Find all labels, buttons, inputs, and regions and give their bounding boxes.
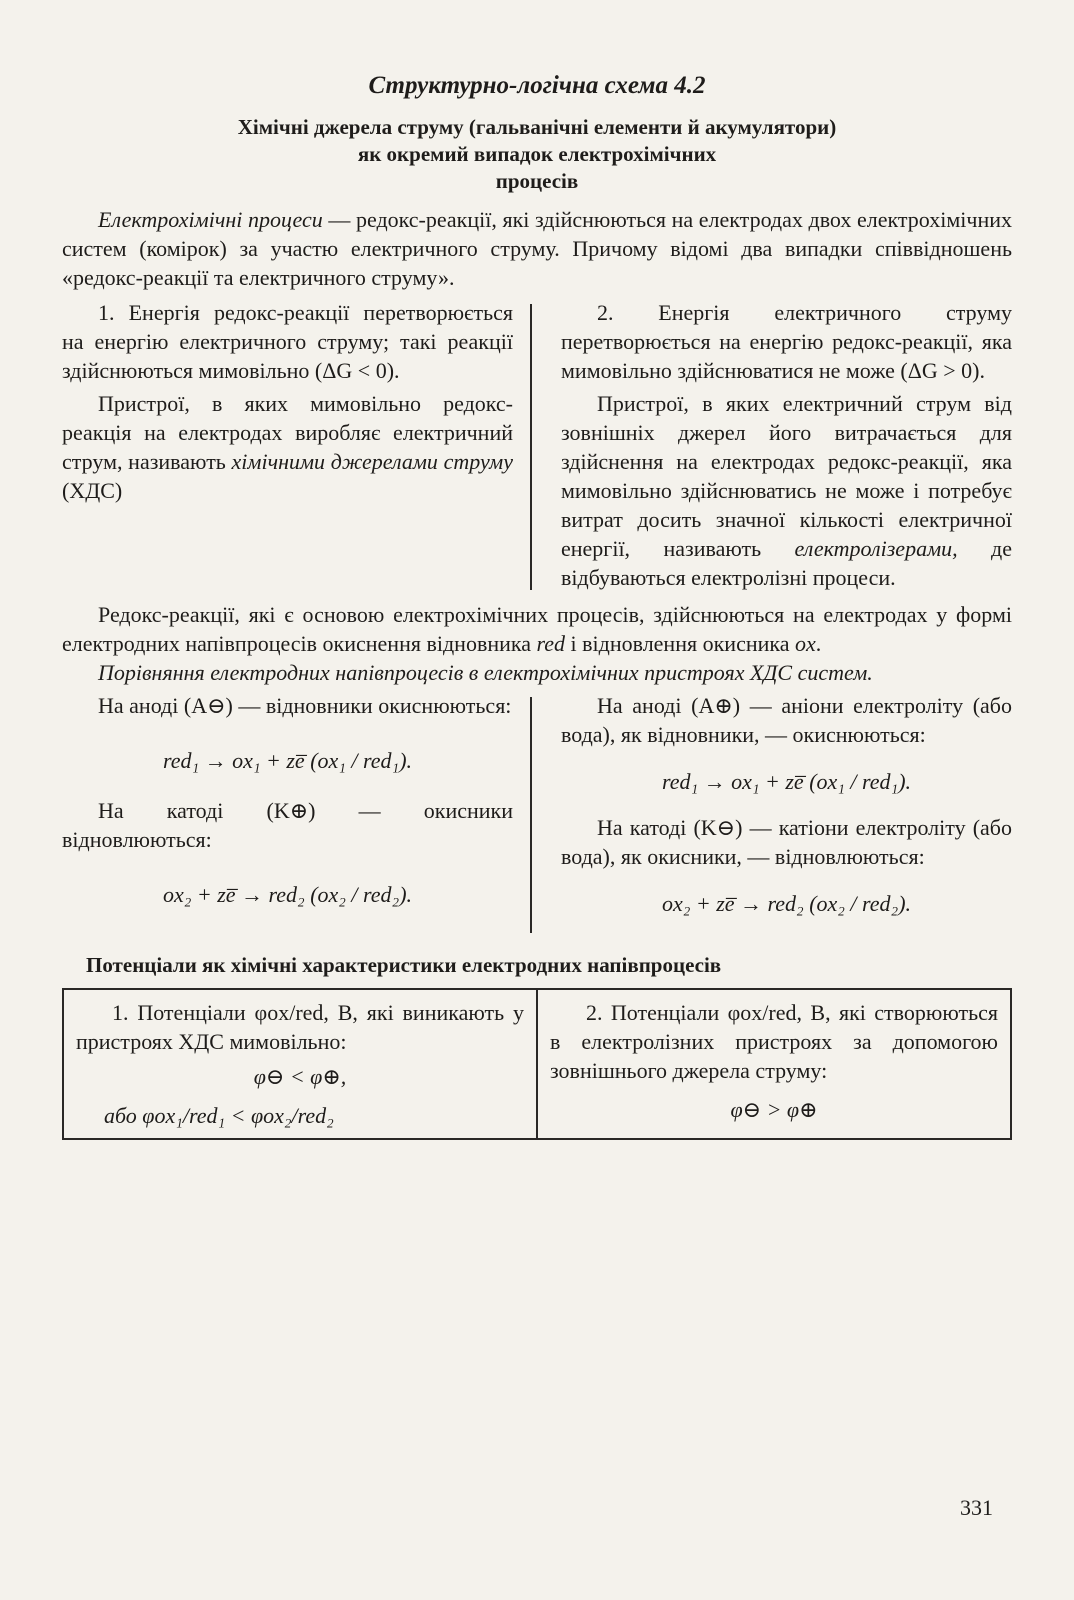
- electrolysis-anode-text: На аноді (A⊕) — аніони електроліту (або вода), як відновники, — окиснюються:: [561, 693, 1012, 747]
- electrolysis-column: [537, 691, 1012, 935]
- redox-pre: Редокс-реакції, які є основою електрохімічних процесів, здійснюються на електродах у формі електродних напівпроцесів окиснення відновника: [62, 602, 1012, 656]
- pot-left-text: 1. Потенціали φox/red, В, які виникають у пристроях ХДС мимовільно:: [76, 1000, 524, 1054]
- main-title: [62, 114, 1012, 195]
- redox-ox: ox: [795, 631, 816, 656]
- electrodes-columns: [62, 691, 1012, 935]
- redox-post: .: [815, 631, 822, 656]
- main-title-line: Хімічні джерела струму (гальванічні елементи й акумулятори): [237, 115, 837, 139]
- case-2-devices-pre: Пристрої, в яких електричний струм від зовнішніх джерел його витрачається для здійснення на електродах редокс-реакції, яка мимовільно здійснюватись не може і потребує витрат досить значної кількості електричної енергії, називають: [561, 391, 1012, 561]
- pot-left-formula-alt: або φox₁/red₁ < φox₂/red₂: [104, 1103, 334, 1128]
- electrolysis-cathode-formula: ox₂ + ze̅ → red₂ (ox₂ / red₂).: [661, 891, 912, 916]
- case-1-devices-post: (ХДС): [62, 478, 123, 503]
- column-divider: [530, 304, 532, 590]
- intro-term: Електрохімічні процеси: [98, 207, 323, 232]
- main-title-line: процесів: [495, 169, 579, 193]
- potentials-title: Потенціали як хімічні характеристики електродних напівпроцесів: [86, 953, 722, 977]
- page: [62, 72, 1012, 1140]
- column-divider: [530, 697, 532, 933]
- intro-paragraph: [62, 205, 1012, 292]
- electrolysis-cathode-text: На катоді (K⊖) — катіони електроліту (або вода), як окисники, — відновлюються:: [561, 815, 1012, 869]
- case-1-text: 1. Енергія редокс-реакції перетворюється на енергію електричного струму; такі реакції здійснюються мимовільно (ΔG < 0).: [62, 300, 513, 383]
- comparison-heading: Порівняння електродних напівпроцесів в електрохімічних пристроях ХДС систем.: [98, 660, 873, 685]
- hds-anode-text: На аноді (A⊖) — відновники окиснюються:: [98, 693, 512, 718]
- redox-paragraph: [62, 600, 1012, 658]
- case-2-devices: [561, 389, 1012, 592]
- electrolysis-anode-formula: red₁ → ox₁ + ze̅ (ox₁ / red₁).: [661, 769, 912, 794]
- case-2-devices-term: електролізерами,: [794, 536, 958, 561]
- intro-text: — редокс-реакції, які здійснюються на електродах двох електрохімічних систем (комірок) за участю електричного струму. Причому відомі два випадки співвідношень «редокс-реакції та електричного струму».: [62, 207, 1012, 290]
- case-1-devices: [62, 389, 513, 505]
- page-number: 331: [960, 1495, 993, 1520]
- hds-anode-formula: red₁ → ox₁ + ze̅ (ox₁ / red₁).: [162, 748, 413, 773]
- case-2-column: [537, 298, 1012, 592]
- pot-right-formula: φ⊖ > φ⊕: [730, 1097, 818, 1122]
- case-1-column: [62, 298, 537, 592]
- pot-right-text: 2. Потенціали φox/red, В, які створюються в електролізних пристроях за допомогою зовнішнього джерела струму:: [550, 1000, 998, 1083]
- redox-red: red: [536, 631, 566, 656]
- case-1-devices-pre: Пристрої, в яких мимовільно редокс-реакція на електродах виробляє електричний струм, називають: [62, 391, 513, 474]
- scheme-title: Структурно-логічна схема 4.2: [368, 72, 706, 99]
- case-2-text: 2. Енергія електричного струму перетворюється на енергію редокс-реакції, яка мимовільно здійснюватися не може (ΔG > 0).: [561, 300, 1012, 383]
- hds-cathode-formula: ox₂ + ze̅ → red₂ (ox₂ / red₂).: [162, 882, 413, 907]
- table-row: [63, 989, 1011, 1139]
- redox-mid: і відновлення окисника: [565, 631, 795, 656]
- pot-left-formula: φ⊖ < φ⊕,: [253, 1064, 347, 1089]
- case-2-devices-post: де відбуваються електролізні процеси.: [561, 536, 1012, 590]
- hds-column: [62, 691, 537, 935]
- cases-columns: [62, 298, 1012, 592]
- potentials-cell-hds: [63, 989, 537, 1139]
- main-title-line: як окремий випадок електрохімічних: [357, 142, 717, 166]
- case-1-devices-term: хімічними джерелами струму: [231, 449, 513, 474]
- hds-cathode-text: На катоді (K⊕) — окисники відновлюються:: [62, 798, 513, 852]
- potentials-cell-electrolysis: [537, 989, 1011, 1139]
- potentials-table: [62, 988, 1012, 1140]
